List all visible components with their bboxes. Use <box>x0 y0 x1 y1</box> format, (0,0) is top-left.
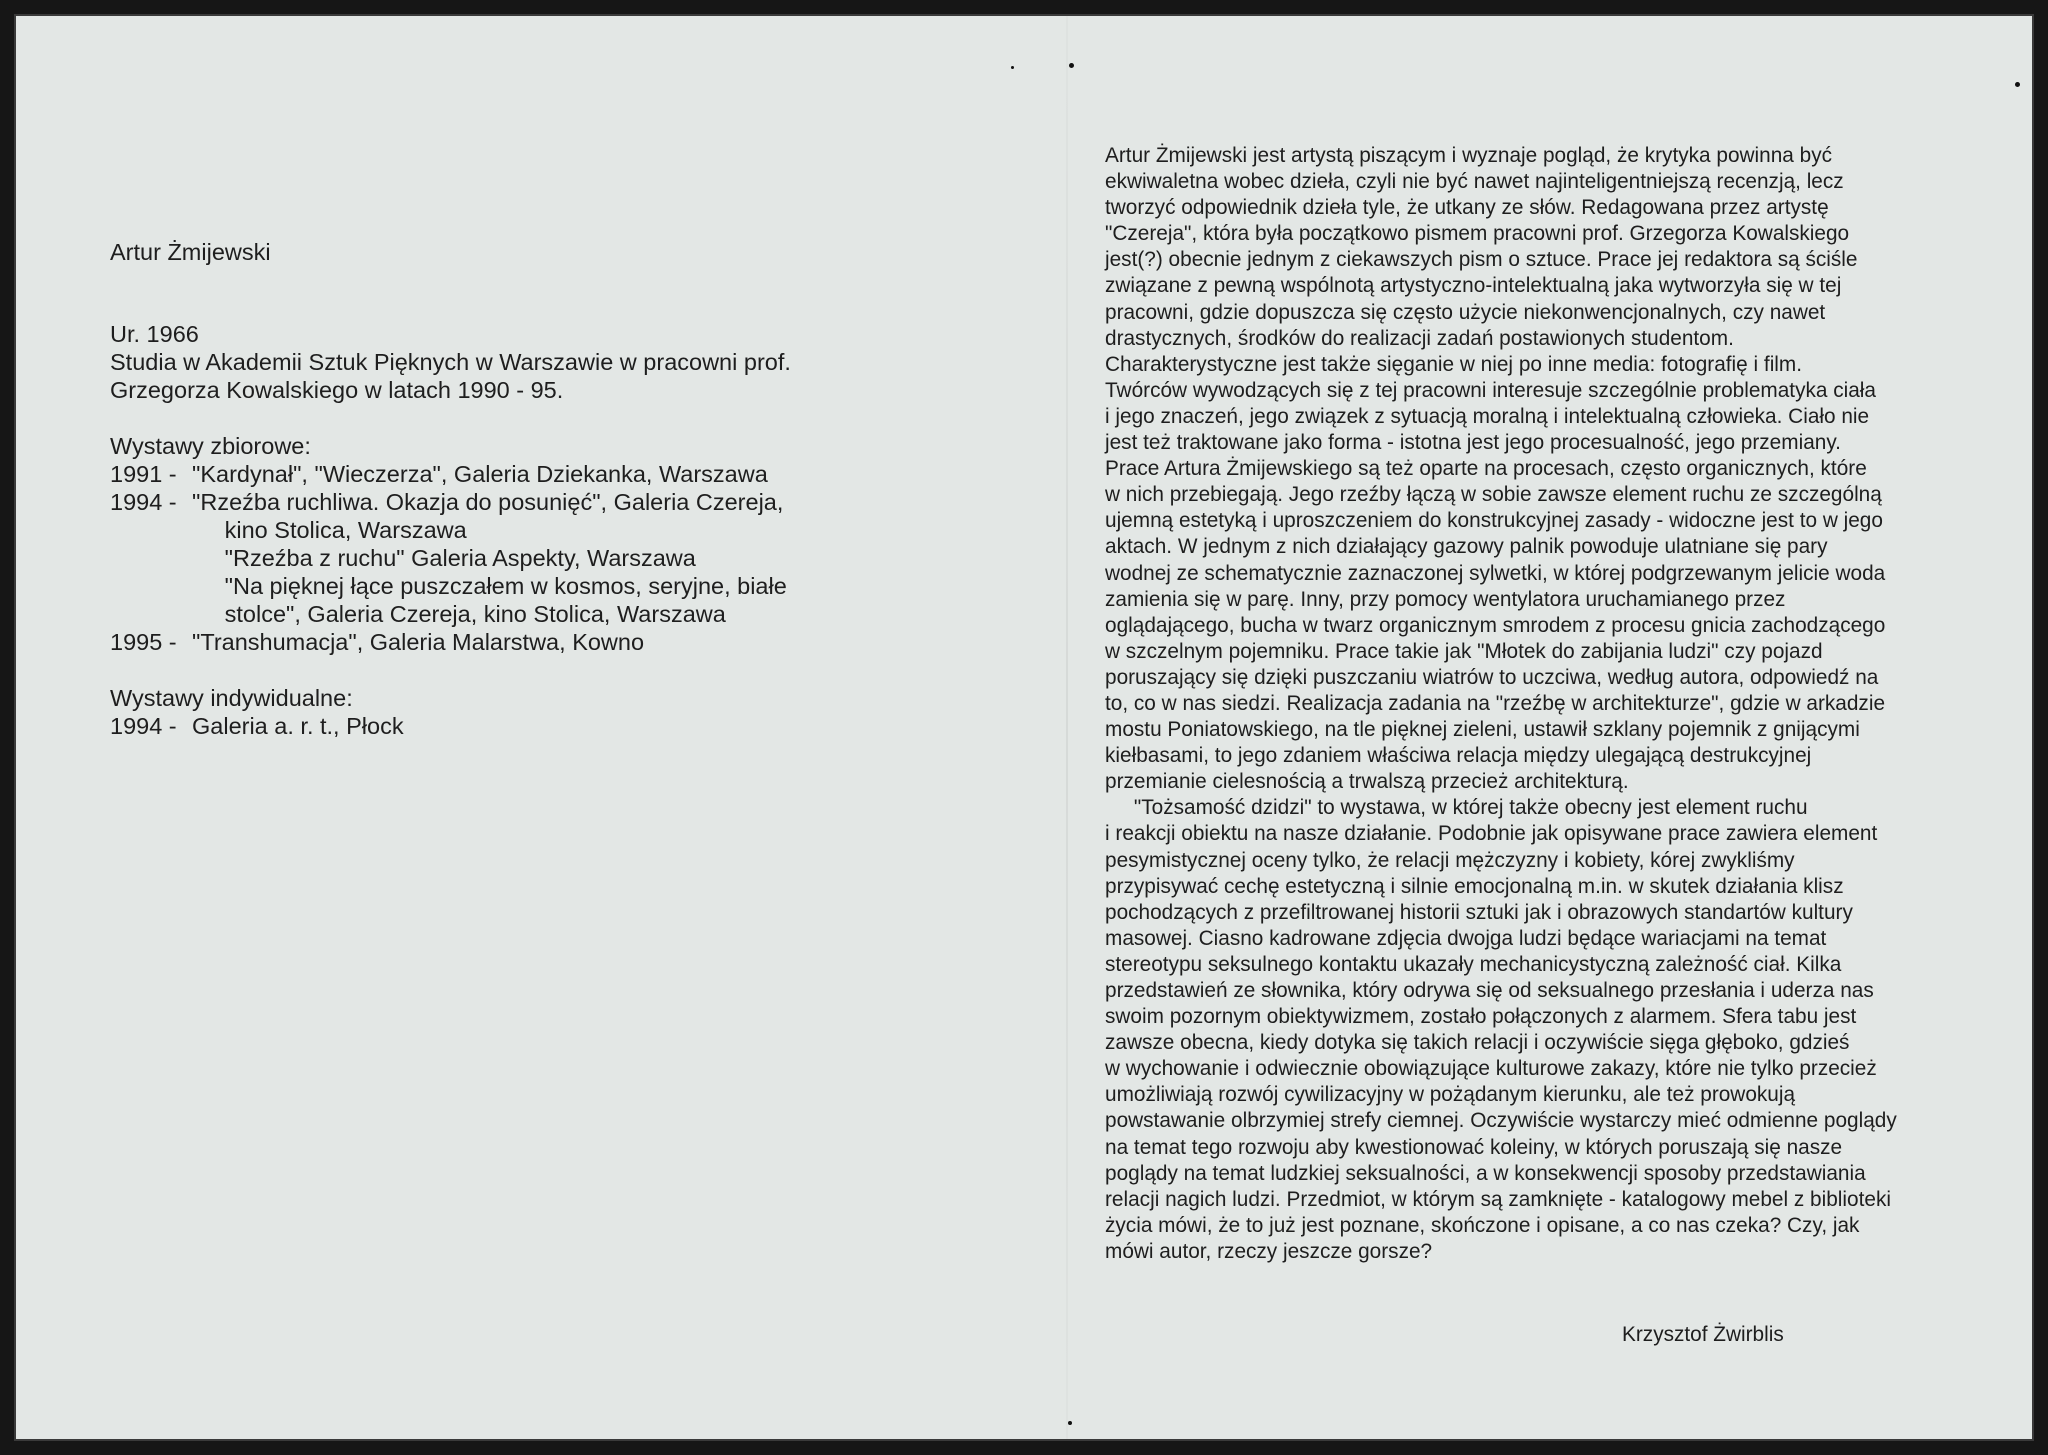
essay-line: "Czereja", która była początkowo pismem pracowni prof. Grzegorza Kowalskiego <box>1105 222 1850 246</box>
essay-line: pracowni, gdzie dopuszcza się często użycie niekonwencjonalnych, czy nawet <box>1105 300 1826 324</box>
essay-line: ujemną estetyką i uproszczeniem do konstrukcyjnej zasady - widoczne jest to w jego <box>1105 509 1883 533</box>
essay-line: "Tożsamość dzidzi" to wystawa, w której także obecny jest element ruchu <box>1105 796 1808 820</box>
exhibition-text: "Transhumacja", Galeria Malarstwa, Kowno <box>192 629 645 655</box>
critical-essay <box>1105 143 1985 1265</box>
exhibition-text: stolce", Galeria Czereja, kino Stolica, Warszawa <box>192 601 726 627</box>
essay-line: w nich przebiegają. Jego rzeźby łączą w sobie zawsze element ruchu ze szczególną <box>1105 483 1882 507</box>
exhibition-year: 1994 - <box>110 489 177 515</box>
solo-exhibitions-heading: Wystawy indywidualne: <box>110 685 353 711</box>
essay-line: mostu Poniatowskiego, na tle pięknej zieleni, ustawił szklany pojemnik z gnijącymi <box>1105 718 1860 742</box>
exhibition-entry <box>110 460 1010 488</box>
essay-line: przedstawień ze słownika, który odrywa się od seksualnego przesłania i uderza nas <box>1105 979 1874 1002</box>
group-exhibitions-heading: Wystawy zbiorowe: <box>110 433 311 459</box>
exhibition-year: 1991 - <box>110 461 177 487</box>
essay-line: kiełbasami, to jego zdaniem właściwa relacja między ulegającą destrukcyjnej <box>1105 744 1812 768</box>
exhibition-text: "Rzeźba z ruchu" Galeria Aspekty, Warszawa <box>192 545 696 571</box>
artist-bio <box>110 238 1010 740</box>
essay-line: przypisywać cechę estetyczną i silnie emocjonalną m.in. w skutek działania klisz <box>1105 874 1844 898</box>
studies-line: Grzegorza Kowalskiego w latach 1990 - 95. <box>110 377 564 403</box>
exhibition-entry <box>110 712 1010 740</box>
essay-line: oglądającego, bucha w twarz organicznym smrodem z procesu gnicia zachodzącego <box>1105 613 1886 637</box>
exhibition-entry <box>110 488 1010 628</box>
essay-line: poglądy na temat ludzkiej seksualności, a w konsekwencji sposoby przedstawiania <box>1105 1161 1866 1185</box>
paper-speck <box>1011 66 1014 69</box>
essay-line: drastycznych, środków do realizacji zadań postawionych studentom. <box>1105 326 1734 350</box>
essay-line: w szczelnym pojemniku. Prace takie jak "Młotek do zabijania ludzi" czy pojazd <box>1105 639 1823 663</box>
studies-line: Studia w Akademii Sztuk Pięknych w Warszawie w pracowni prof. <box>110 349 791 375</box>
essay-line: w wychowanie i odwiecznie obowiązujące kulturowe zakazy, które nie tylko przecież <box>1105 1057 1877 1081</box>
essay-line: pesymistycznej oceny tylko, że relacji mężczyzny i kobiety, kórej zwykliśmy <box>1105 848 1795 872</box>
essay-line: Prace Artura Żmijewskiego są też oparte na procesach, często organicznych, które <box>1105 457 1867 481</box>
essay-line: jest też traktowane jako forma - istotna jest jego procesualność, jego przemiany. <box>1105 431 1841 455</box>
essay-line: pochodzących z przefiltrowanej historii sztuki jak i obrazowych standartów kultury <box>1105 900 1853 924</box>
exhibition-text: "Kardynał", "Wieczerza", Galeria Dziekanka, Warszawa <box>192 461 768 487</box>
exhibition-text: kino Stolica, Warszawa <box>192 517 467 543</box>
essay-line: wodnej ze schematycznie zaznaczonej sylwetki, w której podgrzewanym jelicie woda <box>1105 561 1886 585</box>
essay-line: na temat tego rozwoju aby kwestionować koleiny, w których poruszają się nasze <box>1105 1135 1843 1159</box>
essay-line: umożliwiają rozwój cywilizacyjny w pożądanym kierunku, ale też prowokują <box>1105 1083 1796 1107</box>
essay-line: życia mówi, że to już jest poznane, skończone i opisane, a co nas czeka? Czy, jak <box>1105 1213 1860 1237</box>
essay-line: zamienia się w parę. Inny, przy pomocy wentylatora uruchamianego przez <box>1105 587 1786 611</box>
essay-line: swoim pozornym obiektywizmem, zostało połączonych z alarmem. Sfera tabu jest <box>1105 1005 1857 1029</box>
essay-line: to, co w nas siedzi. Realizacja zadania na "rzeźbę w architekturze", gdzie w arkadzie <box>1105 691 1886 715</box>
essay-line: związane z pewną wspólnotą artystyczno-intelektualną jaka wytworzyła się w tej <box>1105 274 1842 298</box>
paper-speck <box>1068 1421 1072 1425</box>
essay-line: i jego znaczeń, jego związek z sytuacją moralną i intelektualną człowieka. Ciało nie <box>1105 404 1870 428</box>
paper-speck <box>2015 82 2020 87</box>
essay-line: powstawanie olbrzymiej strefy ciemnej. Oczywiście wystarczy mieć odmienne poglądy <box>1105 1109 1897 1133</box>
exhibition-year: 1994 - <box>110 713 177 739</box>
essay-line: relacji nagich ludzi. Przedmiot, w którym są zamknięte - katalogowy mebel z biblioteki <box>1105 1187 1891 1211</box>
paper-speck <box>1069 63 1074 68</box>
essay-line: i reakcji obiektu na nasze działanie. Podobnie jak opisywane prace zawiera element <box>1105 822 1878 846</box>
essay-line: masowej. Ciasno kadrowane zdjęcia dwojga ludzi będące wariacjami na temat <box>1105 926 1827 950</box>
essay-line: tworzyć odpowiednik dzieła tyle, że utkany ze słów. Redagowana przez artystę <box>1105 196 1829 220</box>
essay-line: przemianie cielesnością a trwalszą przecież architekturą. <box>1105 770 1629 794</box>
author-signature: Krzysztof Żwirblis <box>1622 1323 1784 1346</box>
essay-line: Charakterystyczne jest także sięganie w niej po inne media: fotografię i film. <box>1105 352 1803 376</box>
essay-line: jest(?) obecnie jednym z ciekawszych pism o sztuce. Prace jej redaktora są ściśle <box>1105 248 1858 272</box>
document-sheet <box>14 14 2034 1441</box>
essay-line: aktach. W jednym z nich działający gazowy palnik powoduje ulatniane się pary <box>1105 535 1828 559</box>
exhibition-text: "Na pięknej łące puszczałem w kosmos, seryjne, białe <box>192 573 787 599</box>
essay-line: Artur Żmijewski jest artystą piszącym i wyznaje pogląd, że krytyka powinna być <box>1105 144 1832 167</box>
artist-name: Artur Żmijewski <box>110 239 271 265</box>
exhibition-entry <box>110 628 1010 656</box>
essay-line: Twórców wywodzących się z tej pracowni interesuje szczególnie problematyka ciała <box>1105 378 1876 402</box>
essay-line: stereotypu seksulnego kontaktu ukazały mechanicystyczną zależność ciał. Kilka <box>1105 952 1842 976</box>
page-fold <box>1066 16 1068 1439</box>
essay-line: ekwiwaletna wobec dzieła, czyli nie być nawet najinteligentniejszą recenzją, lecz <box>1105 170 1844 194</box>
essay-line: mówi autor, rzeczy jeszcze gorsze? <box>1105 1239 1433 1263</box>
birth-year: Ur. 1966 <box>110 321 199 347</box>
exhibition-text: Galeria a. r. t., Płock <box>192 713 404 739</box>
essay-line: poruszający się dzięki puszczaniu wiatrów to uczciwa, według autora, odpowiedź na <box>1105 665 1879 689</box>
exhibition-text: "Rzeźba ruchliwa. Okazja do posunięć", Galeria Czereja, <box>192 489 784 515</box>
essay-line: zawsze obecna, kiedy dotyka się takich relacji i oczywiście sięga głęboko, gdzieś <box>1105 1031 1850 1055</box>
exhibition-year: 1995 - <box>110 629 177 655</box>
